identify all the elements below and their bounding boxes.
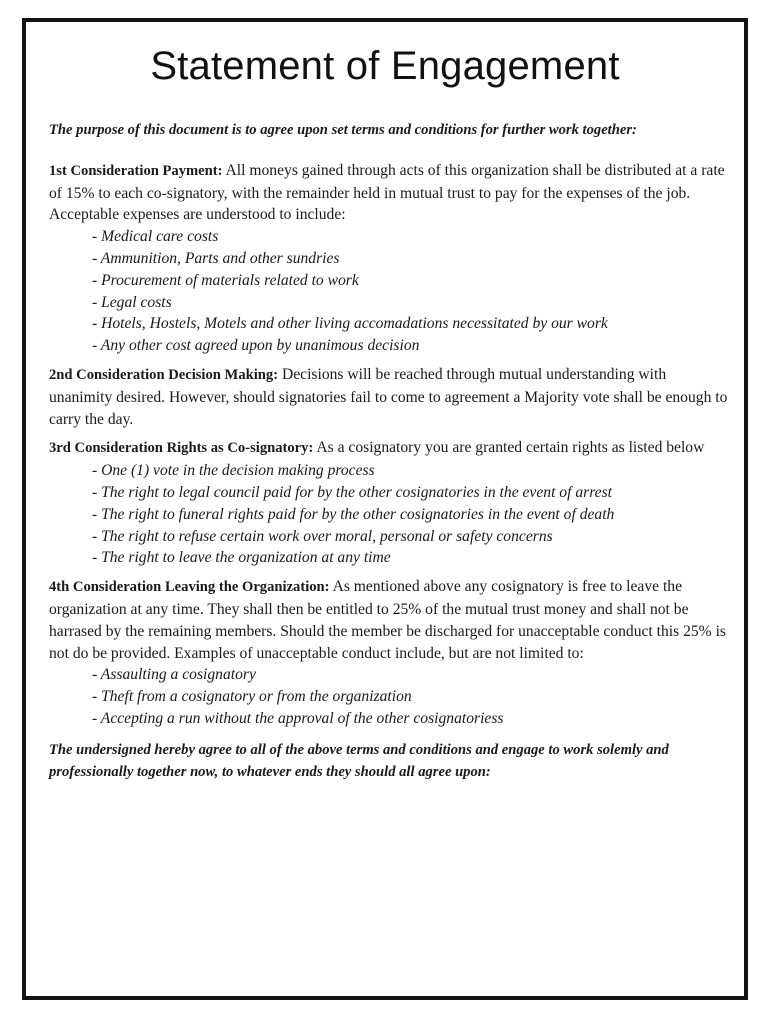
section-heading: 4th Consideration Leaving the Organization:: [49, 579, 330, 596]
list-item: - The right to refuse certain work over moral, personal or safety concerns: [92, 527, 553, 545]
list-item: - Accepting a run without the approval of the other cosignatoriess: [92, 709, 504, 727]
list-item: - Hotels, Hostels, Motels and other living accomadations necessitated by our work: [92, 315, 608, 333]
list-item: - Any other cost agreed upon by unanimous decision: [92, 337, 420, 355]
list-item: - Medical care costs: [92, 228, 219, 246]
list-item: - The right to legal council paid for by the other cosignatories in the event of arrest: [92, 483, 613, 501]
document-border: [22, 18, 748, 1000]
list-item: - The right to leave the organization at any time: [92, 549, 391, 567]
section-text: As mentioned above any cosignatory is free to leave the organization at any time. They shall then be entitled to 25% of the mutual trust money and shall not be harrased by the remaining members. Should the member be discharged for unacceptable conduct this 25% is not do be provided. Examples of unacceptable conduct include, but are not limited to:: [49, 578, 726, 662]
section-subtext: Acceptable expenses are understood to include:: [49, 206, 346, 224]
intro-statement: The purpose of this document is to agree upon set terms and conditions for further work together:: [49, 122, 637, 138]
list-item: - Theft from a cosignatory or from the organization: [92, 688, 412, 706]
consideration-payment: [49, 160, 729, 357]
closing-statement: The undersigned hereby agree to all of the above terms and conditions and engage to work solemly and professionally together now, to whatever ends they should all agree upon:: [49, 741, 669, 780]
list-item: - The right to funeral rights paid for by the other cosignatories in the event of death: [92, 505, 615, 523]
section-text: As a cosignatory you are granted certain rights as listed below: [316, 439, 705, 457]
list-item: - Procurement of materials related to work: [92, 271, 359, 289]
list-item: - Assaulting a cosignatory: [92, 666, 256, 684]
list-item: - One (1) vote in the decision making process: [92, 462, 375, 480]
page-title: Statement of Engagement: [150, 44, 620, 88]
unacceptable-conduct-list: [49, 664, 729, 729]
expenses-list: [49, 226, 729, 357]
section-text: All moneys gained through acts of this organization shall be distributed at a rate of 15% to each co-signatory, with the remainder held in mutual trust to pay for the expenses of the job.: [49, 161, 725, 202]
section-heading: 2nd Consideration Decision Making:: [49, 366, 279, 383]
section-heading: 1st Consideration Payment:: [49, 162, 223, 179]
list-item: - Ammunition, Parts and other sundries: [92, 249, 340, 267]
consideration-decision-making: [49, 364, 729, 430]
section-heading: 3rd Consideration Rights as Co-signatory:: [49, 440, 314, 457]
document-body: [49, 120, 729, 783]
consideration-rights: [49, 437, 729, 569]
list-item: - Legal costs: [92, 293, 172, 311]
consideration-leaving: [49, 576, 729, 730]
rights-list: [49, 460, 729, 569]
section-text: Decisions will be reached through mutual understanding with unanimity desired. However, should signatories fail to come to agreement a Majority vote shall be enough to carry the day.: [49, 365, 728, 428]
